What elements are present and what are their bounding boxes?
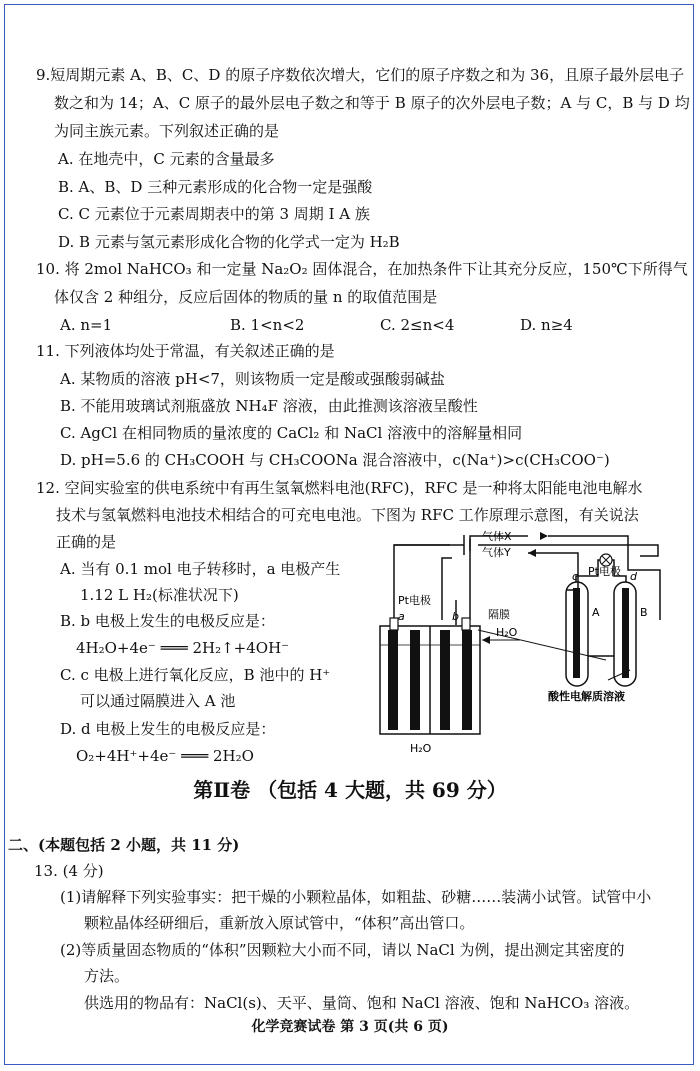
q10-stem-line2: 体仅含 2 种组分，反应后固体的物质的量 n 的取值范围是 [54, 288, 438, 306]
part-heading: 二、(本题包括 2 小题，共 11 分) [8, 836, 240, 854]
q10-option-c: C. 2≤n<4 [380, 316, 455, 334]
q12-stem-line3: 正确的是 [56, 533, 117, 551]
q12-option-b-line2: 4H₂O+4e⁻ ═══ 2H₂↑+4OH⁻ [76, 639, 290, 657]
gas-y-tube [442, 558, 452, 620]
q9-stem-line1: 9.短周期元素 A、B、C、D 的原子序数依次增大，它们的原子序数之和为 36，且原子最外层电子 [36, 66, 685, 84]
q10-option-b: B. 1<n<2 [230, 316, 305, 334]
h2o-arrowhead [482, 636, 490, 644]
electrode-b-label: b [452, 610, 459, 623]
q9-option-c: C. C 元素位于元素周期表中的第 3 周期 Ⅰ A 族 [58, 205, 370, 223]
electrode-d-bar [622, 588, 629, 678]
rfc-diagram [360, 520, 690, 765]
electrode-c-bar [573, 588, 580, 678]
electrode-d-label: d [630, 570, 637, 583]
electrode-b-bar [462, 630, 472, 730]
q12-option-a-line1: A. 当有 0.1 mol 电子转移时，a 电极产生 [60, 560, 341, 578]
q11-option-c: C. AgCl 在相同物质的量浓度的 CaCl₂ 和 NaCl 溶液中的溶解量相同 [60, 424, 523, 442]
q12-option-c-line1: C. c 电极上进行氧化反应，B 池中的 H⁺ [60, 666, 331, 684]
gas-y-label: 气体Y [482, 546, 511, 559]
electrode-a-cap [390, 618, 398, 630]
cell-b-label: B [640, 606, 648, 619]
q9-stem-line2: 数之和为 14；A、C 原子的最外层电子数之和等于 B 原子的次外层电子数；A 与 C，B 与 D 均 [54, 94, 690, 112]
q13-part1-line1: (1)请解释下列实验事实：把干燥的小颗粒晶体，如粗盐、砂糖……装满小试管。试管中小 [60, 888, 652, 906]
q13-part2-line2: 方法。 [84, 967, 130, 985]
q11-option-d: D. pH=5.6 的 CH₃COOH 与 CH₃COONa 混合溶液中，c(Na⁺)>c(CH₃COO⁻) [60, 451, 610, 469]
q12-option-a-line2: 1.12 L H₂(标准状况下) [80, 586, 239, 604]
q13-part2-line3: 供选用的物品有：NaCl(s)、天平、量筒、饱和 NaCl 溶液、饱和 NaHCO₃ 溶液。 [84, 994, 640, 1012]
section-title: 第Ⅱ卷 （包括 4 大题，共 69 分） [193, 778, 507, 802]
q12-option-d-line2: O₂+4H⁺+4e⁻ ═══ 2H₂O [76, 747, 254, 765]
q9-option-d: D. B 元素与氢元素形成化合物的化学式一定为 H₂B [58, 233, 400, 251]
h2o-tank-label: H₂O [410, 742, 432, 755]
q10-option-d: D. n≥4 [520, 316, 573, 334]
gas-y-arrowhead [528, 549, 536, 557]
q10-stem-line1: 10. 将 2mol NaHCO₃ 和一定量 Na₂O₂ 固体混合，在加热条件下让其充分反应，150℃下所得气 [36, 260, 688, 278]
electrode-c-label: c [572, 570, 579, 583]
electrode-a-bar [388, 630, 398, 730]
pt-electrode-right-label: Pt电极 [588, 565, 621, 578]
q13-part1-line2: 颗粒晶体经研细后，重新放入原试管中，“体积”高出管口。 [84, 914, 475, 932]
cell-a-label: A [592, 606, 600, 619]
h2o-flow-label: H₂O [496, 626, 518, 639]
q9-option-a: A. 在地壳中，C 元素的含量最多 [58, 150, 275, 168]
q12-option-c-line2: 可以通过隔膜进入 A 池 [80, 692, 236, 710]
q9-option-b: B. A、B、D 三种元素形成的化合物一定是强酸 [58, 178, 373, 196]
q12-stem-line1: 12. 空间实验室的供电系统中有再生氢氧燃料电池(RFC)，RFC 是一种将太阳能电池电解水 [36, 479, 643, 497]
q11-option-b: B. 不能用玻璃试剂瓶盛放 NH₄F 溶液，由此推测该溶液呈酸性 [60, 397, 478, 415]
q13-heading: 13. (4 分) [34, 862, 104, 880]
electrode-b-cap [462, 618, 470, 630]
q11-option-a: A. 某物质的溶液 pH<7，则该物质一定是酸或强酸弱碱盐 [60, 370, 445, 388]
gas-x-label: 气体X [482, 530, 512, 543]
page-footer: 化学竞赛试卷 第 3 页(共 6 页) [251, 1019, 449, 1035]
electrode-3-bar [440, 630, 450, 730]
electrode-2-bar [410, 630, 420, 730]
q10-option-a: A. n=1 [60, 316, 113, 334]
q12-stem-line2: 技术与氢氧燃料电池技术相结合的可充电电池。下图为 RFC 工作原理示意图，有关说法 [56, 506, 639, 524]
electrolyte-label: 酸性电解质溶液 [548, 690, 625, 703]
q11-stem: 11. 下列液体均处于常温，有关叙述正确的是 [36, 342, 335, 360]
q12-option-d-line1: D. d 电极上发生的电极反应是： [60, 720, 276, 738]
membrane-label: 隔膜 [488, 608, 510, 621]
q9-stem-line3: 为同主族元素。下列叙述正确的是 [54, 122, 280, 140]
pt-electrode-left-label: Pt电极 [398, 594, 431, 607]
q12-option-b-line1: B. b 电极上发生的电极反应是： [60, 612, 275, 630]
q13-part2-line1: (2)等质量固态物质的“体积”因颗粒大小而不同，请以 NaCl 为例，提出测定其密度的 [60, 941, 625, 959]
gas-x-arrowhead [540, 532, 548, 540]
electrode-a-label: a [398, 610, 405, 623]
